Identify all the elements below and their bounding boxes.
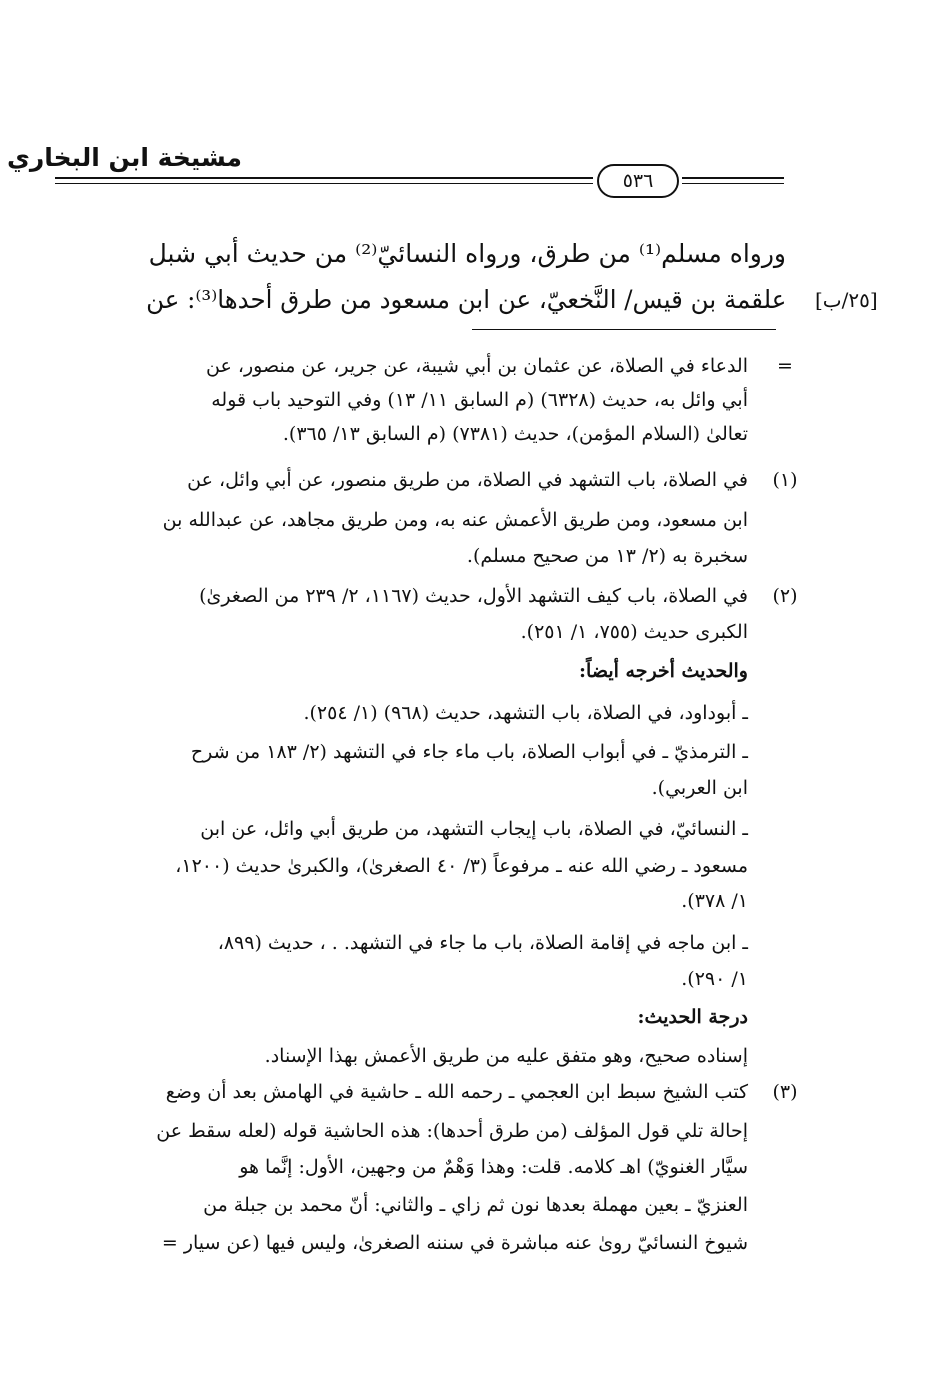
footnote-line: ـ النسائيّ، في الصلاة، باب إيجاب التشهد، من طريق أبي وائل، عن ابن	[200, 818, 748, 840]
footnote-subheading: والحديث أخرجه أيضاً:	[579, 660, 748, 682]
footnote-line: شيوخ النسائيّ روىٰ عنه مباشرة في سننه الصغرىٰ، وليس فيها (عن سيار =	[161, 1232, 748, 1254]
footnote-line: إحالة تلي قول المؤلف (من طرق أحدها): هذه الحاشية قوله (لعله سقط عن	[156, 1120, 748, 1142]
footnote-separator	[472, 329, 776, 330]
main-text-line: علقمة بن قيس/ النَّخعيّ، عن ابن مسعود من طرق أحدها⁽³⁾: عن	[145, 285, 787, 314]
footnote-line: في الصلاة، باب التشهد في الصلاة، من طريق منصور، عن أبي وائل، عن	[187, 469, 748, 491]
footnote-line: تعالىٰ (السلام المؤمن)، حديث (٧٣٨١) (م السابق ١٣/ ٣٦٥).	[282, 423, 748, 445]
footnote-line: في الصلاة، باب كيف التشهد الأول، حديث (١١٦٧، ٢/ ٢٣٩ من الصغرىٰ)	[199, 585, 748, 607]
manuscript-folio-reference: [٢٥/ب]	[815, 288, 878, 312]
footnote-number: (٣)	[772, 1081, 798, 1103]
running-title: مشيخة ابن البخاري	[6, 143, 242, 172]
footnote-line: سيَّار الغنويّ) اهـ كلامه. قلت: وهذا وَهْمٌ من وجهين، الأول: إنَّما هو	[239, 1156, 748, 1178]
footnote-subheading: درجة الحديث:	[637, 1006, 748, 1028]
footnote-line: ١/ ٢٩٠).	[681, 968, 748, 990]
continuation-mark: =	[777, 355, 793, 377]
main-text-line: ورواه مسلم⁽¹⁾ من طرق، ورواه النسائيّ⁽²⁾ من حديث أبي شبل	[148, 239, 786, 268]
footnote-line: ١/ ٣٧٨).	[681, 890, 748, 912]
footnote-line: ـ أبوداود، في الصلاة، باب التشهد، حديث (٩٦٨) (١/ ٢٥٤).	[303, 702, 748, 724]
header-rule	[55, 177, 593, 179]
footnote-line: الكبرى حديث (٧٥٥، ١/ ٢٥١).	[520, 621, 748, 643]
header-rule	[682, 177, 784, 179]
footnote-line: ـ ابن ماجه في إقامة الصلاة، باب ما جاء في التشهد. . ، حديث (٨٩٩،	[217, 932, 748, 954]
footnote-line: العنزيّ ـ بعين مهملة بعدها نون ثم زاي ـ والثاني: أنّ محمد بن جبلة من	[203, 1194, 748, 1216]
footnote-line: أبي وائل به، حديث (٦٣٢٨) (م السابق ١١/ ١٣) وفي التوحيد باب قوله	[211, 389, 748, 411]
footnote-line: ابن العربي).	[651, 777, 748, 799]
page-number: ٥٣٦	[597, 164, 679, 198]
footnote-line: ابن مسعود، ومن طريق الأعمش عنه به، ومن طريق مجاهد، عن عبدالله بن	[162, 509, 748, 531]
footnote-line: مسعود ـ رضي الله عنه ـ مرفوعاً (٣/ ٤٠ الصغرىٰ)، والكبرىٰ حديث (١٢٠٠،	[175, 855, 748, 877]
header-rule	[55, 183, 593, 184]
footnote-line: إسناده صحيح، وهو متفق عليه من طريق الأعمش بهذا الإسناد.	[264, 1045, 748, 1067]
footnote-line: ـ الترمذيّ ـ في أبواب الصلاة، باب ماء جاء في التشهد (٢/ ١٨٣ من شرح	[190, 741, 748, 763]
footnote-line: سخبرة به (٢/ ١٣ من صحيح مسلم).	[466, 545, 748, 567]
footnote-number: (١)	[772, 469, 798, 491]
footnote-line: كتب الشيخ سبط ابن العجمي ـ رحمه الله ـ حاشية في الهامش بعد أن وضع	[165, 1081, 748, 1103]
footnote-number: (٢)	[772, 585, 798, 607]
footnote-line: الدعاء في الصلاة، عن عثمان بن أبي شيبة، عن جرير، عن منصور، عن	[206, 355, 748, 377]
header-rule	[682, 183, 784, 184]
